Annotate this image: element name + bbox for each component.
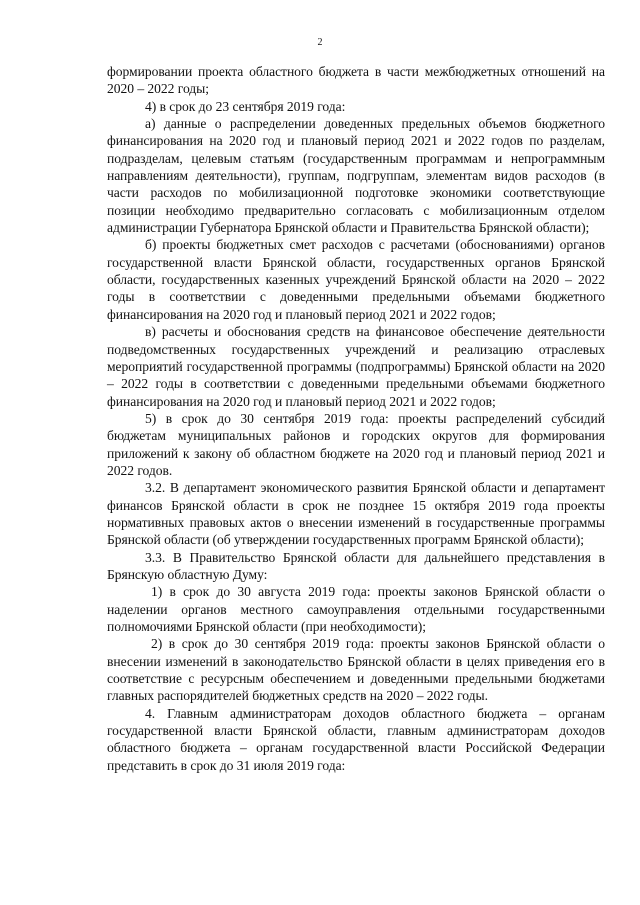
page-number: 2 (317, 37, 323, 48)
paragraph: 4) в срок до 23 сентября 2019 года: (145, 98, 346, 114)
paragraph: в) расчеты и обоснования средств на финансовое обеспечение деятельности подведомственных государственных учреждений и реализацию отраслевых мероприятий государственной программы (подпрограммы) Брянской области на 2020 – 2022 годы в соответствии с доведенными предельными объемами бюджетного финансирования на 2020 год и плановый период 2021 и 2022 годов; (107, 324, 605, 409)
paragraph: формировании проекта областного бюджета в части межбюджетных отношений на 2020 – 2022 годы; (107, 64, 605, 97)
paragraph: 3.2. В департамент экономического развития Брянской области и департамент финансов Брянской области в срок не позднее 15 октября 2019 года проекты нормативных правовых актов о внесении изменений в государственные программы Брянской области (об утверждении государственных программ Брянской области); (107, 480, 605, 548)
paragraph: а) данные о распределении доведенных предельных объемов бюджетного финансирования на 2020 год и плановый период 2021 и 2022 годов по разделам, подразделам, целевым статьям (государственным программам и непрограммным направлениям деятельности), группам, подгруппам, элементам видов расходов (в части расходов по мобилизационной подготовке экономики соответствующие позиции необходимо предварительно согласовать с мобилизационным отделом администрации Губернатора Брянской области и Правительства Брянской области); (107, 116, 605, 236)
paragraph: 3.3. В Правительство Брянской области для дальнейшего представления в Брянскую областную Думу: (107, 549, 605, 582)
document-body (107, 63, 605, 774)
paragraph: б) проекты бюджетных смет расходов с расчетами (обоснованиями) органов государственной власти Брянской области, государственных органов Брянской области, государственных казенных учреждений Брянской области на 2020 – 2022 годы в соответствии с доведенными предельными объемами бюджетного финансирования на 2020 год и плановый период 2021 и 2022 годов; (107, 237, 605, 322)
paragraph: 5) в срок до 30 сентября 2019 года: проекты распределений субсидий бюджетам муниципальных районов и городских округов для формирования приложений к закону об областном бюджете на 2020 год и плановый период 2021 и 2022 годов. (107, 410, 605, 478)
paragraph: 2) в срок до 30 сентября 2019 года: проекты законов Брянской области о внесении изменений в законодательство Брянской области в целях приведения его в соответствие с ресурсным обеспечением и доведенными предельными бюджетами главных распорядителей бюджетных средств на 2020 – 2022 годы. (107, 636, 605, 704)
paragraph: 4. Главным администраторам доходов областного бюджета – органам государственной власти Брянской области, главным администраторам доходов областного бюджета – органам государственной власти Российской Федерации представить в срок до 31 июля 2019 года: (107, 705, 605, 773)
paragraph: 1) в срок до 30 августа 2019 года: проекты законов Брянской области о наделении органов местного самоуправления отдельными государственными полномочиями Брянской области (при необходимости); (107, 584, 605, 634)
